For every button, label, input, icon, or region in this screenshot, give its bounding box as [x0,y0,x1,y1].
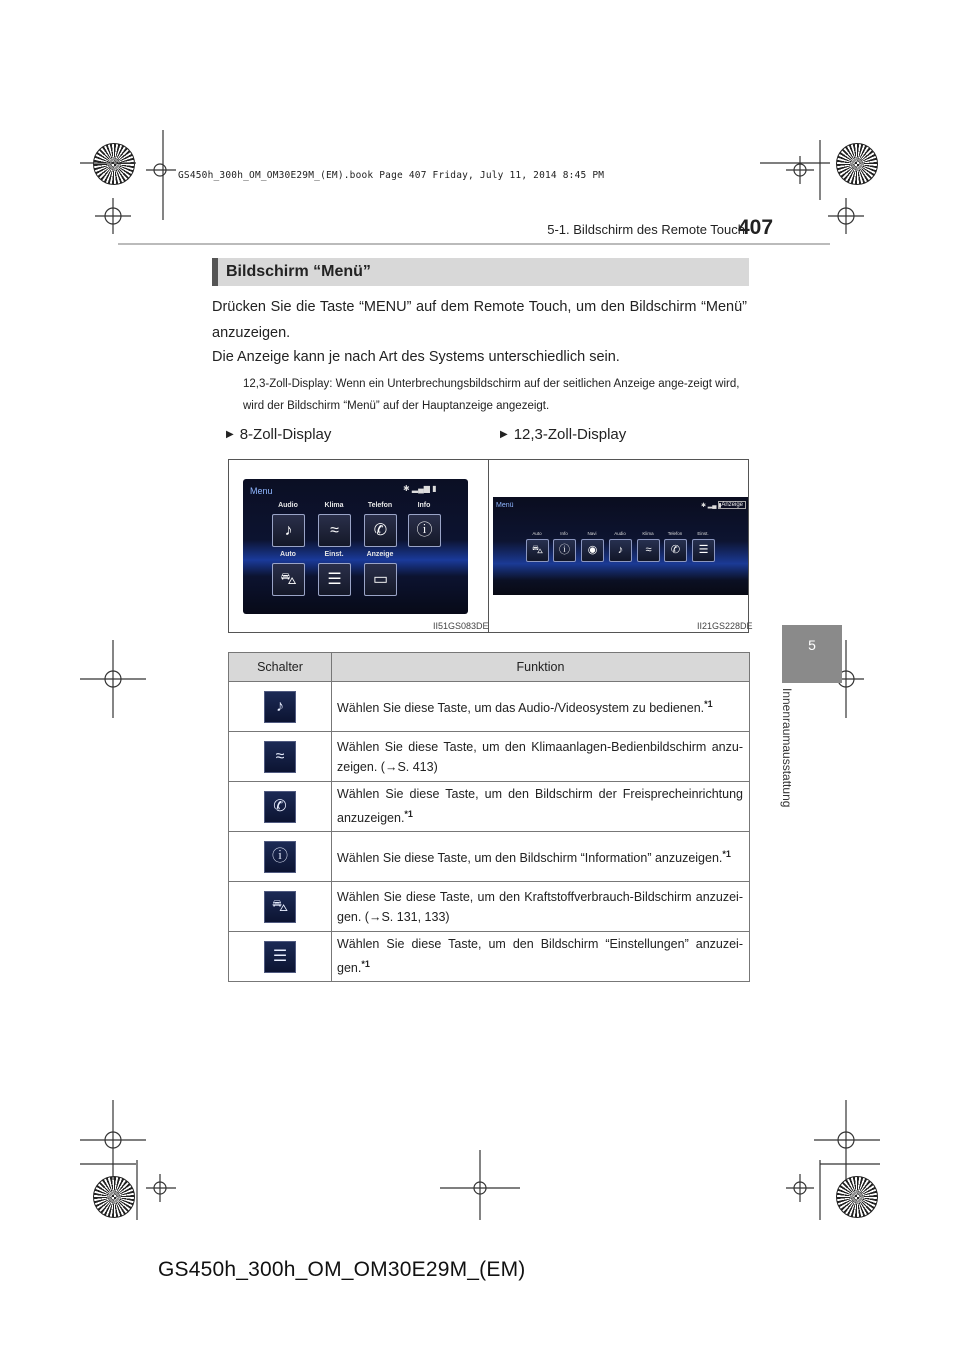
triangle-bullet-icon: ▶ [226,429,234,440]
intro-paragraph: Drücken Sie die Taste “MENU” auf dem Remote Touch, um den Bildschirm “Menü” anzuzeigen. [212,299,747,341]
display-label-left-text: 8-Zoll-Display [239,426,332,443]
music-note-icon: ♪ [609,539,632,562]
screen-12-inch [493,497,748,595]
navigation-icon: ◉ [581,539,604,562]
climate-seat-icon: ≈ [318,514,351,547]
row-text: Wählen Sie diese Taste, um den Bildschirm “Information” anzuzeigen. [337,851,723,866]
figure-divider [488,459,489,633]
settings-icon: ☰ [692,539,715,562]
footnote-marker: *1 [361,959,370,970]
chapter-number: 5 [808,637,816,653]
row-text: Wählen Sie diese Taste, um den Bildschirm der Freisprecheinrichtung anzuzeigen. [337,787,743,826]
table-row [229,732,750,782]
car-icon: ⛍ [272,563,305,596]
screen-8-menu-title: Menu [250,486,273,496]
display-label-left [226,426,331,443]
running-header-section: 5-1. Bildschirm des Remote Touch [547,222,745,237]
status-icons: ✱ ▂▄▆ ▮ [403,484,437,493]
chapter-side-label [780,688,808,838]
screen-8-inch [243,479,468,614]
screen-12-label-telefon: Telefon [667,531,683,536]
music-note-icon: ♪ [272,514,305,547]
table-row [229,782,750,832]
screen-12-anzeige-tab: Anzeige [718,501,746,509]
row-text: Wählen Sie diese Taste, um den Klimaanlagen-Bedienbildschirm anzu-zeigen. (→S. 413) [337,739,743,774]
footnote-marker: *1 [722,849,731,860]
table-row [229,832,750,882]
phone-icon: ✆ [264,791,296,823]
display-label-right [500,426,626,443]
screen-12-label-info: Info [560,531,568,536]
figure-code-right: II21GS228DE [697,621,753,631]
function-table [228,652,750,982]
monitor-icon: ▭ [364,563,397,596]
triangle-bullet-icon: ▶ [500,429,508,440]
info-icon: ⓘ [408,514,441,547]
screen-12-label-einst: Einst. [697,531,709,536]
row-text: Wählen Sie diese Taste, um den Kraftstoffverbrauch-Bildschirm anzuzei-gen. (→S. 131, 133) [337,889,743,924]
screen-12-menu-title: Menü [496,502,514,509]
table-row [229,682,750,732]
chapter-label-text: Innenraumausstattung [780,688,794,808]
screen-12-label-klima: Klima [642,531,654,536]
table-header-row [229,653,750,682]
car-icon: ⛍ [526,539,549,562]
phone-icon: ✆ [664,539,687,562]
column-header-schalter: Schalter [229,653,332,682]
climate-seat-icon: ≈ [264,741,296,773]
music-note-icon: ♪ [264,691,296,723]
status-icons: ✱ ▂▄ ▮ [701,503,722,509]
footnote-marker: *1 [404,809,413,820]
column-header-funktion: Funktion [332,653,750,682]
print-info-line: GS450h_300h_OM_OM30E29M_(EM).book Page 407 Friday, July 11, 2014 8:45 PM [178,170,605,181]
screen-12-label-navi: Navi [587,531,597,536]
screen-8-label-anzeige: Anzeige [366,551,394,558]
section-title: Bildschirm “Menü” [212,258,749,286]
screen-8-label-telefon: Telefon [367,502,393,509]
screen-8-label-info: Info [417,502,431,509]
table-row [229,882,750,932]
table-row [229,932,750,982]
display-label-right-text: 12,3-Zoll-Display [513,426,627,443]
chapter-tab [782,625,842,683]
row-text: Wählen Sie diese Taste, um das Audio-/Videosystem zu bedienen. [337,701,705,716]
settings-icon: ☰ [264,941,296,973]
screen-8-label-auto: Auto [280,551,296,558]
screen-8-label-einst: Einst. [324,551,344,558]
screen-8-label-klima: Klima [324,502,344,509]
variation-paragraph: Die Anzeige kann je nach Art des Systems unterschiedlich sein. [212,349,620,365]
document-footer-code: GS450h_300h_OM_OM30E29M_(EM) [158,1258,526,1281]
page-number: 407 [738,216,774,239]
row-text: Wählen Sie diese Taste, um den Bildschirm “Einstellungen” anzuzei-gen. [337,937,743,976]
info-icon: ⓘ [553,539,576,562]
car-icon: ⛍ [264,891,296,923]
screen-12-label-audio: Audio [614,531,626,536]
display-note: 12,3-Zoll-Display: Wenn ein Unterbrechungsbildschirm auf der seitlichen Anzeige ange-zeigt wird, wird der Bildschirm “Menü” auf der Hauptanzeige angezeigt. [243,378,740,412]
climate-seat-icon: ≈ [637,539,660,562]
screen-12-label-auto: Auto [532,531,542,536]
settings-icon: ☰ [318,563,351,596]
phone-icon: ✆ [364,514,397,547]
footnote-marker: *1 [704,699,713,710]
info-icon: ⓘ [264,841,296,873]
header-rule [118,243,830,245]
figure-code-left: II51GS083DE [433,621,489,631]
screen-8-label-audio: Audio [278,502,298,509]
